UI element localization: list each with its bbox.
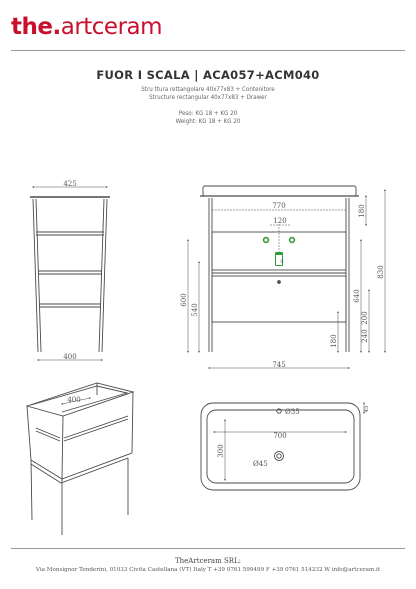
front-180-bottom-label: 180 <box>330 334 338 348</box>
front-bottom-width-label: 745 <box>272 361 286 369</box>
front-inner-label: 120 <box>273 217 287 225</box>
top-45-label: Ø45 <box>253 460 268 468</box>
footer-divider <box>11 548 405 549</box>
top-view-drawing <box>201 403 364 490</box>
isometric-view-drawing <box>27 383 133 535</box>
iso-width-label: 400 <box>67 396 81 404</box>
front-830-label: 830 <box>377 265 385 279</box>
front-180-top-label: 180 <box>358 204 366 218</box>
product-title: FUOR I SCALA | ACA057+ACM040 <box>96 68 320 82</box>
side-view-drawing <box>30 187 110 360</box>
company-name: TheArtceram SRL: <box>174 557 242 565</box>
description-italian: Stru ttura rettangolare 40x77x83 + Contenitore <box>141 86 275 93</box>
weight-italian: Peso: KG 18 + KG 20 <box>178 110 238 117</box>
side-height-label: 600 <box>180 293 188 307</box>
side-width-bottom-label: 400 <box>63 353 77 361</box>
top-700-label: 700 <box>273 432 287 440</box>
front-view-drawing <box>188 186 385 368</box>
front-200-label: 200 <box>361 311 369 325</box>
top-35-label: Ø35 <box>285 408 300 416</box>
front-width-label: 770 <box>272 202 286 210</box>
front-s-label: S <box>280 259 284 265</box>
front-240-label: 240 <box>361 329 369 343</box>
side-width-top-label: 425 <box>63 180 77 188</box>
front-540-label: 540 <box>191 303 199 317</box>
front-640-label: 640 <box>353 289 361 303</box>
company-address: Via Monsignor Tenderini, 01033 Civita Castellana (VT) Italy T +39 0761 599499 F +39 0761 514232 W info@artceram.it <box>35 567 381 573</box>
weight-english: Weight: KG 18 + KG 20 <box>175 118 241 125</box>
top-45b-label: 45 <box>364 405 370 413</box>
brand-logo-light: artceram <box>60 14 163 40</box>
top-300-label: 300 <box>217 444 225 458</box>
description-english: Structure rectangular 40x77x83 + Drawer <box>149 94 267 101</box>
brand-logo-bold: the. <box>11 14 61 40</box>
